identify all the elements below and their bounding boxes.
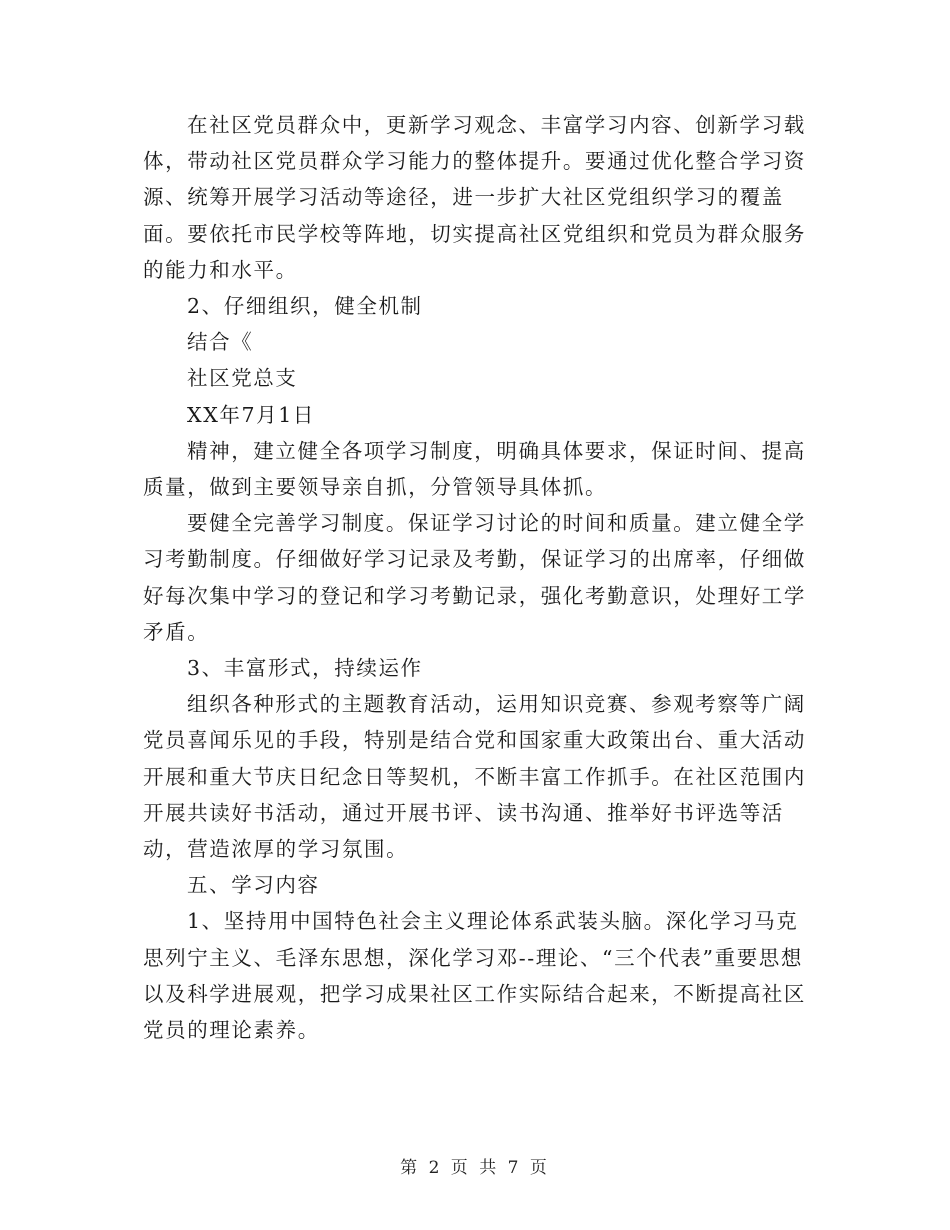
paragraph-study-system: 要健全完善学习制度。保证学习讨论的时间和质量。建立健全学习考勤制度。仔细做好学习记录及考勤，保证学习的出席率，仔细做好每次集中学习的登记和学习考勤记录，强化考勤意识，处理好工学矛盾。 [143,511,806,644]
heading-rich-forms: 3、丰富形式，持续运作 [187,656,423,681]
paragraph-theory-system: 1、坚持用中国特色社会主义理论体系武装头脑。深化学习马克思列宁主义、毛泽东思想，深化学习邓--理论、“三个代表”重要思想以及科学进展观，把学习成果社区工作实际结合起来，不断提高社区党员的理论素养。 [143,909,806,1043]
paragraph-date: XX年7月1日 [187,402,315,427]
page-number-footer: 第 2 页 共 7 页 [400,1158,550,1178]
paragraph-combine: 结合《 [187,330,254,355]
document-body [143,107,809,1048]
heading-organize-mechanism: 2、仔细组织，健全机制 [187,294,423,319]
paragraph-theme-activities: 组织各种形式的主题教育活动，运用知识竞赛、参观考察等广阔党员喜闻乐见的手段，特别是结合党和国家重大政策出台、重大活动开展和重大节庆日纪念日等契机，不断丰富工作抓手。在社区范围内开展共读好书活动，通过开展书评、读书沟通、推举好书评选等活动，营造浓厚的学习氛围。 [143,692,806,862]
heading-study-content: 五、学习内容 [187,873,320,898]
paragraph-study-concept: 在社区党员群众中，更新学习观念、丰富学习内容、创新学习载体，带动社区党员群众学习能力的整体提升。要通过优化整合学习资源、统筹开展学习活动等途径，进一步扩大社区党组织学习的覆盖面。要依托市民学校等阵地，切实提高社区党组织和党员为群众服务的能力和水平。 [143,113,806,282]
paragraph-spirit-system: 精神，建立健全各项学习制度，明确具体要求，保证时间、提高质量，做到主要领导亲自抓，分管领导具体抓。 [143,438,806,500]
paragraph-party-branch: 社区党总支 [187,366,298,391]
